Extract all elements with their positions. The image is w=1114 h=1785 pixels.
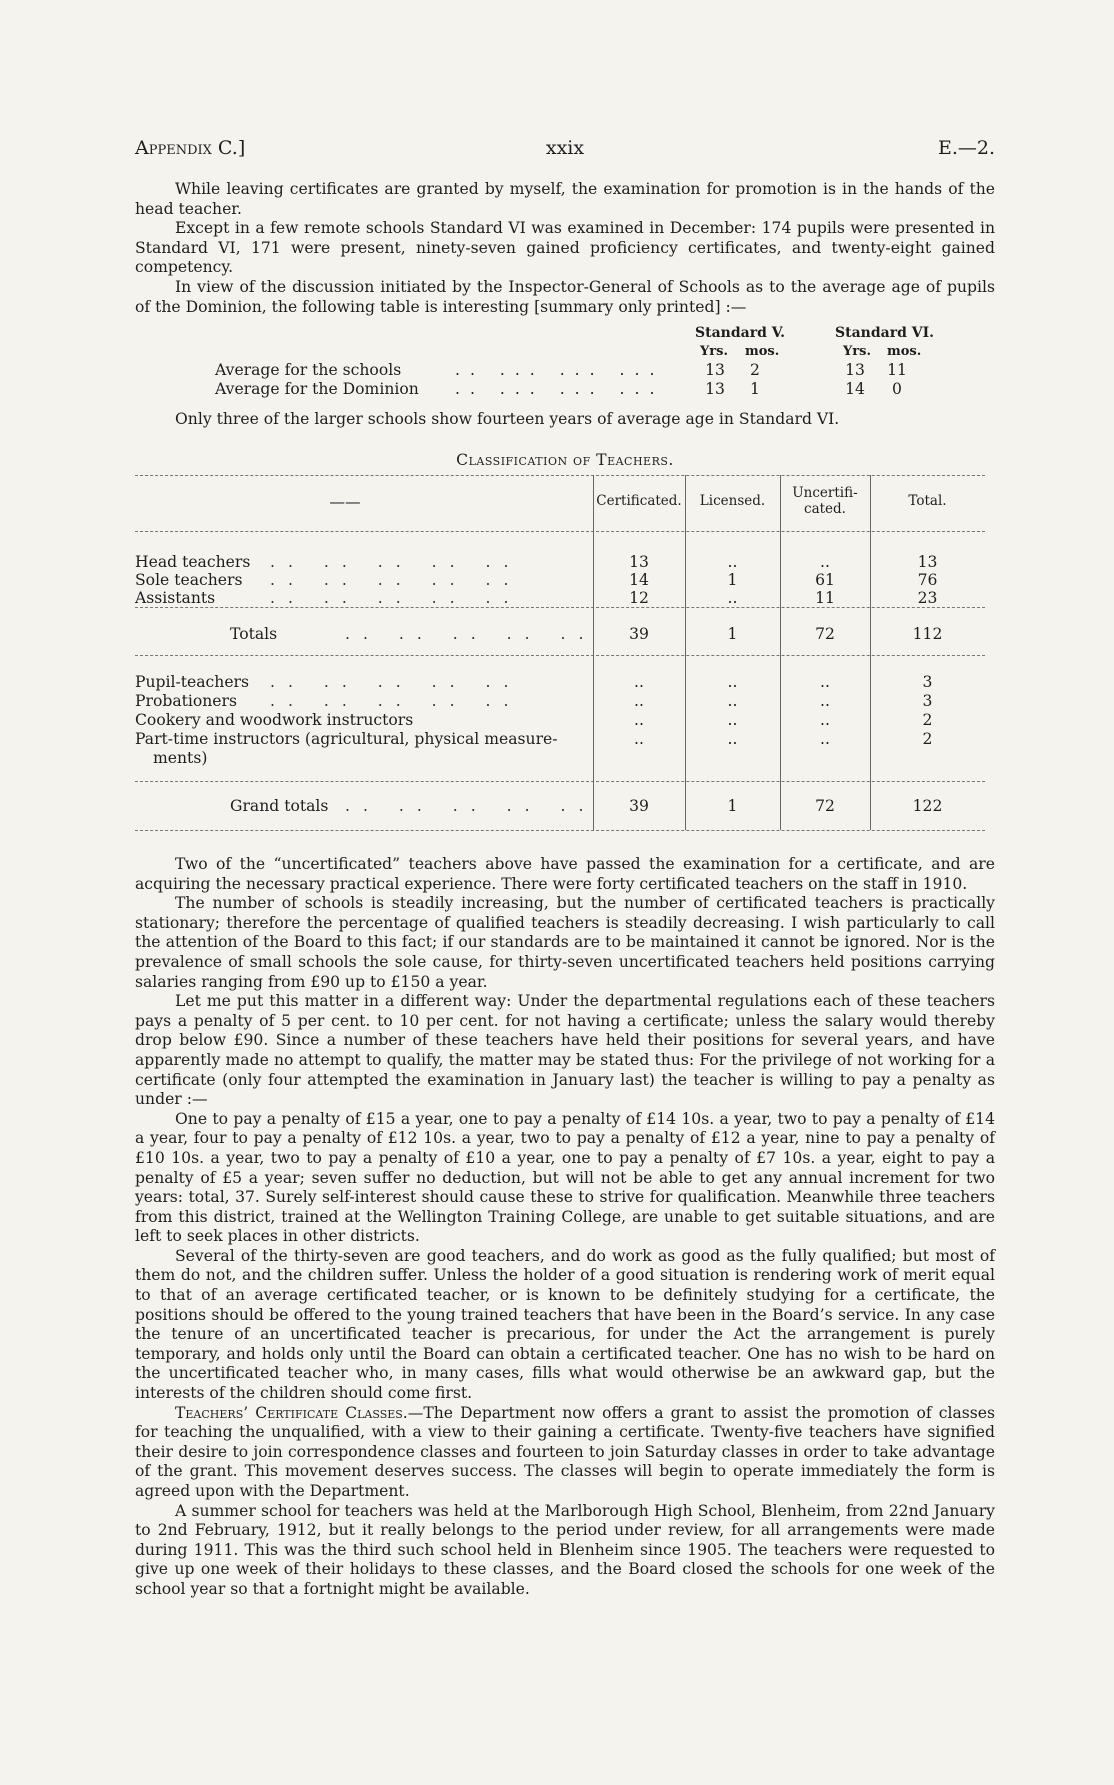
cell-total: 76: [917, 571, 938, 589]
value: 14: [845, 380, 865, 398]
header-licensed: Licensed.: [699, 493, 766, 509]
cell-total: 112: [912, 625, 943, 643]
yrs-label: Yrs.: [843, 344, 871, 359]
cell-licensed: 1: [727, 625, 738, 643]
cell-uncertificated: 61: [815, 571, 835, 589]
cell-total: 3: [922, 673, 933, 691]
header-text: cated.: [804, 501, 846, 517]
leader-dots: .. ... ... ...: [455, 361, 665, 379]
cell-uncertificated: 11: [815, 589, 835, 607]
column-rule: [685, 475, 686, 830]
cell-licensed: ..: [727, 589, 738, 607]
report-code: E.—2.: [937, 137, 995, 159]
cell-total: 2: [922, 711, 933, 729]
column-rule: [593, 475, 594, 830]
cell-certificated: 14: [629, 571, 649, 589]
cell-certificated: 12: [629, 589, 649, 607]
paragraph: Let me put this matter in a different way: Under the departmental regulations each of these teachers pays a penalty of 5 per cent. to 10 per cent. for not having a certificate; unless the salary would thereby drop below £90. Since a number of these teachers have held their positions for several years, and have apparently made no attempt to qualify, the matter may be stated thus: For the privilege of not working for a certificate (only four attempted the examination in January last) the teacher is willing to pay a penalty as under :—: [135, 992, 995, 1109]
paragraph: Two of the “uncertificated” teachers above have passed the examination for a certificate, and are acquiring the necessary practical experience. There were forty certificated teachers on the staff in 1910.: [135, 855, 995, 893]
leader-dots: .. ... ... ...: [455, 380, 665, 398]
paragraph: A summer school for teachers was held at the Marlborough High School, Blenheim, from 22nd January to 2nd February, 1912, but it really belongs to the period under review, for all arrangements were made during 1911. This was the third such school held in Blenheim since 1905. The teachers were requested to give up one week of their holidays to these classes, and the Board closed the schools for one week of the school year so that a fortnight might be available.: [135, 1501, 995, 1598]
cell-certificated: 39: [629, 797, 649, 815]
blank-header: ——: [329, 493, 361, 511]
row-label: Part-time instructors (agricultural, physical measure-: [135, 730, 558, 748]
leader-dots: .. .. .. .. ..: [345, 797, 597, 815]
value: 2: [750, 361, 760, 379]
cell-licensed: 1: [727, 571, 738, 589]
cell-licensed: ..: [727, 673, 738, 691]
paragraph: While leaving certificates are granted by myself, the examination for promotion is in the hands of the head teacher.: [135, 180, 995, 218]
paragraph: Except in a few remote schools Standard VI was examined in December: 174 pupils were presented in Standard VI, 171 were present, ninety-seven gained proficiency certificates, and twenty-eight gained competency.: [135, 219, 995, 277]
row-label: Sole teachers: [135, 571, 243, 589]
cell-uncertificated: 72: [815, 625, 835, 643]
cell-total: 23: [917, 589, 938, 607]
after-average-text: [135, 410, 995, 430]
paragraph: Only three of the larger schools show fourteen years of average age in Standard VI.: [175, 410, 840, 428]
leader-dots: .. .. .. .. ..: [270, 673, 522, 691]
table-rule: [135, 607, 985, 608]
leader-dots: .. .. .. .. ..: [270, 589, 522, 607]
standard-v-heading: Standard V.: [695, 325, 786, 341]
cell-licensed: ..: [727, 711, 738, 729]
cell-licensed: ..: [727, 553, 738, 571]
paragraph: The number of schools is steadily increasing, but the number of certificated teachers is practically stationary; therefore the percentage of qualified teachers is steadily decreasing. I wish particularly to call the attention of the Board to this fact; if our standards are to be maintained it cannot be ignored. Nor is the prevalence of small schools the sole cause, for thirty-seven uncertificated teachers held positions carrying salaries ranging from £90 up to £150 a year.: [135, 894, 995, 991]
mos-label: mos.: [887, 344, 922, 359]
leader-dots: .. .. .. .. ..: [270, 692, 522, 710]
page-header: [135, 137, 995, 161]
cell-certificated: ..: [634, 692, 644, 710]
value: 0: [892, 380, 902, 398]
cell-uncertificated: ..: [820, 673, 830, 691]
table-rule: [135, 655, 985, 656]
average-row: [135, 361, 995, 380]
paragraph: [135, 1404, 995, 1502]
cell-licensed: ..: [727, 730, 738, 748]
cell-certificated: ..: [634, 673, 644, 691]
cell-certificated: 39: [629, 625, 649, 643]
cell-licensed: ..: [727, 692, 738, 710]
header-certificated: Certificated.: [596, 493, 682, 509]
cell-total: 13: [917, 553, 938, 571]
value: 13: [845, 361, 865, 379]
standard-vi-heading: Standard VI.: [835, 325, 935, 341]
row-label: Grand totals: [230, 797, 329, 815]
value: 11: [887, 361, 907, 379]
row-label: Probationers: [135, 692, 237, 710]
cell-certificated: 13: [629, 553, 649, 571]
cell-uncertificated: ..: [820, 730, 830, 748]
paragraph-text: —The Department now offers a grant to assist the promotion of classes for teaching the unqualified, with a view to their gaining a certificate. Twenty-five teachers have signified their desire to join correspondence classes and fourteen to join Saturday classes in order to take advantage of the grant. This movement deserves success. The classes will begin to operate immediately the form is agreed upon with the Department.: [135, 1403, 995, 1500]
cell-uncertificated: 72: [815, 797, 835, 815]
average-row: [135, 380, 995, 399]
leader-dots: .. .. .. .. ..: [270, 553, 522, 571]
intro-text: [135, 180, 995, 317]
cell-uncertificated: ..: [820, 553, 830, 571]
classification-table: [135, 475, 985, 835]
value: 13: [705, 380, 725, 398]
row-label: Average for the Dominion: [215, 380, 419, 398]
paragraph: One to pay a penalty of £15 a year, one to pay a penalty of £14 10s. a year, two to pay a penalty of £14 a year, four to pay a penalty of £12 10s. a year, two to pay a penalty of £12 a year, nine to pay a penalty of £10 10s. a year, two to pay a penalty of £10 a year, one to pay a penalty of £7 10s. a year, eight to pay a penalty of £5 a year; seven suffer no deduction, but will not be able to get any annual increment for two years: total, 37. Surely self-interest should cause these to strive for qualification. Meanwhile three teachers from this district, trained at the Wellington Training College, are unable to get suitable situations, and are left to seek places in other districts.: [135, 1109, 995, 1246]
row-label-continued: ments): [153, 749, 208, 767]
cell-uncertificated: ..: [820, 692, 830, 710]
table-rule: [135, 830, 985, 831]
table-rule: [135, 531, 985, 532]
cell-total: 2: [922, 730, 933, 748]
header-total: Total.: [908, 493, 947, 509]
row-label: Pupil-teachers: [135, 673, 250, 691]
row-label: Totals: [230, 625, 278, 643]
column-rule: [780, 475, 781, 830]
value: 1: [750, 380, 760, 398]
appendix-label: Appendix C.]: [135, 137, 246, 159]
table-caption: Classification of Teachers.: [456, 451, 674, 469]
header-uncertificated: [780, 485, 870, 517]
table-rule: [135, 475, 985, 476]
row-label: Head teachers: [135, 553, 251, 571]
row-label: Cookery and woodwork instructors: [135, 711, 414, 729]
cell-uncertificated: ..: [820, 711, 830, 729]
section-heading: Teachers’ Certificate Classes.: [175, 1403, 408, 1422]
table-rule: [135, 781, 985, 782]
row-label: Assistants: [135, 589, 216, 607]
cell-certificated: ..: [634, 730, 644, 748]
cell-certificated: ..: [634, 711, 644, 729]
page-number: xxix: [545, 137, 585, 159]
value: 13: [705, 361, 725, 379]
paragraph: In view of the discussion initiated by the Inspector-General of Schools as to the average age of pupils of the Dominion, the following table is interesting [summary only printed] :—: [135, 277, 995, 316]
body-text: [135, 855, 995, 1600]
leader-dots: .. .. .. .. ..: [345, 625, 597, 643]
header-text: Uncertifi-: [792, 485, 858, 501]
yrs-label: Yrs.: [700, 344, 728, 359]
cell-licensed: 1: [727, 797, 738, 815]
paragraph: Several of the thirty-seven are good teachers, and do work as good as the fully qualified; but most of them do not, and the children suffer. Unless the holder of a good situation is rendering work of merit equal to that of an average certificated teacher, or is known to be definitely studying for a certificate, the positions should be offered to the young trained teachers that have been in the Board’s service. In any case the tenure of an uncertificated teacher is precarious, for under the Act the arrangement is purely temporary, and holds only until the Board can obtain a certificated teacher. One has no wish to be hard on the uncertificated teacher who, in many cases, fills what would otherwise be an awkward gap, but the interests of the children should come first.: [135, 1246, 995, 1403]
cell-total: 3: [922, 692, 933, 710]
leader-dots: .. .. .. .. ..: [270, 571, 522, 589]
column-rule: [870, 475, 871, 830]
cell-total: 122: [912, 797, 943, 815]
mos-label: mos.: [745, 344, 780, 359]
average-age-table: [135, 325, 995, 399]
row-label: Average for the schools: [215, 361, 402, 379]
